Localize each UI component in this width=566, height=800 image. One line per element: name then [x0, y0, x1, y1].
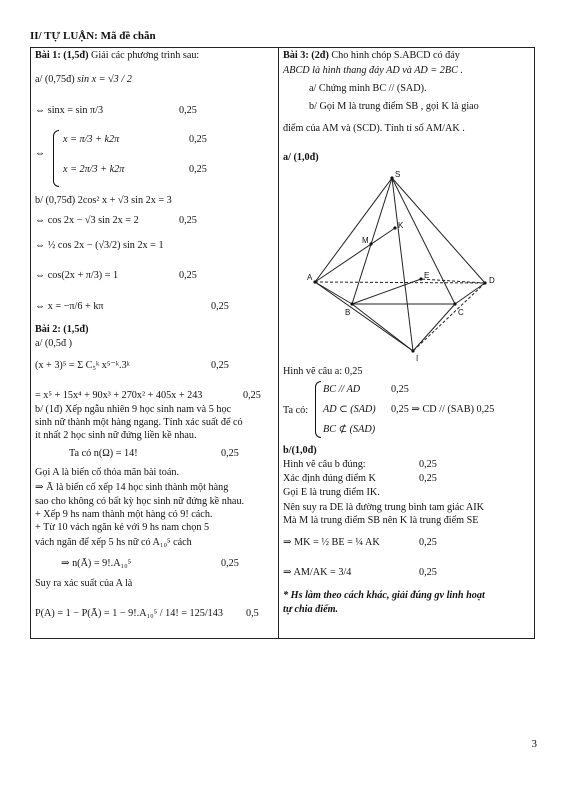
label-E: E: [424, 271, 430, 280]
b-step2: ⇔ ½ cos 2x − (√3/2) sin 2x = 1: [35, 240, 164, 251]
a-step1: ⇔ sinx = sin π/3: [35, 105, 104, 116]
b-step1-score: 0,25: [179, 215, 197, 226]
b-step4-score: 0,25: [211, 301, 229, 312]
b2-a-label: a/ (0,5đ ): [35, 338, 73, 349]
b2-g5: + Từ 10 vách ngăn kẻ với 9 hs nam chọn 5: [35, 522, 210, 533]
label-M: M: [362, 236, 369, 245]
b2-g1: Gọi A là biến cố thỏa mãn bài toán.: [35, 467, 180, 478]
label-S: S: [395, 170, 401, 179]
b2-probability: P(A) = 1 − P(Ā) = 1 − 9!.A₁₀⁵ / 14! = 125/143: [35, 608, 223, 619]
b2-p-score: 0,5: [246, 608, 259, 619]
hv-b-score: 0,25: [419, 459, 437, 470]
a-case2-score: 0,25: [189, 164, 207, 175]
sys2-score: 0,25 ⇒ CD // (SAB) 0,25: [391, 404, 495, 415]
b2-eq1: (x + 3)⁵ = Σ C₅ᵏ x⁵⁻ᵏ.3ᵏ: [35, 360, 130, 371]
section-title: II/ TỰ LUẬN: Mã đề chẵn: [30, 30, 156, 42]
b1-intro: Giải các phương trình sau:: [88, 50, 200, 61]
page-number: 3: [531, 738, 537, 750]
b2-b-p2: sinh nữ thành một hàng ngang. Tính xác suất để có: [35, 417, 243, 428]
tb1: Nên suy ra DE là đường trung bình tam giác AIK: [283, 502, 485, 513]
hv-b: Hình vẽ câu b đúng:: [283, 459, 366, 470]
a-case1-score: 0,25: [189, 134, 207, 145]
label-K: K: [398, 221, 404, 230]
b3-l2: ABCD là hình thang đáy AD và AD = 2BC .: [283, 65, 463, 76]
label-D: D: [489, 276, 495, 285]
a-case2: x = 2π/3 + k2π: [63, 164, 125, 175]
left-column: Bài 1: (1,5đ) Giải các phương trình sau: a/ (0,75đ) sin x = √3 / 2 ⇔ sinx = sin π/3 0,25 ⇔ x = π/3 + k2π 0,25 x = 2π/3 + k2π 0,25 b/ (0,75đ) 2cos² x + √3 sin 2x = 3 ⇔ cos 2x − √3 sin 2x = 2 0,25 ⇔ ½ cos 2x − (√3/2) sin 2x = 1 ⇔ cos(2x + π/3) = 1 0,25 ⇔ x = −π/6 + kπ 0,25 Bài 2: (1,5đ) a/ (0,5đ ) (x + 3)⁵ = Σ C₅ᵏ x⁵⁻ᵏ.3ᵏ 0,25 = x⁵ + 15x⁴ + 90x³ + 270x² + 405x + 243 0,25 b/ (1đ) Xếp ngẫu nhiên 9 học sinh nam và 5 học sinh nữ thành một hàng ngang. Tính xác suất để có ít nhất 2 học sinh nữ đứng liền kề nhau. Ta có n(Ω) = 14! 0,25 Gọi A là biến cố thỏa mãn bài toán. ⇒ Ā là biến cố xếp 14 học sinh thành một hàng sao cho không có bất kỳ học sinh nữ đứng kề nhau. + Xếp 9 hs nam thành một hàng có 9! cách. + Từ 10 vách ngăn kẻ với 9 hs nam chọn 5 vách ngăn để xếp 5 hs nữ có A₁₀⁵ cách ⇒ n(Ā) = 9!.A₁₀⁵ 0,25 Suy ra xác suất của A là P(A) = 1 − P(Ā) = 1 − 9!.A₁₀⁵ / 14! = 125/143 0,5: [35, 50, 261, 619]
sys1-score: 0,25: [391, 384, 409, 395]
b2-b-p1: b/ (1đ) Xếp ngẫu nhiên 9 học sinh nam và 5 học: [35, 404, 232, 415]
b2-eq2: = x⁵ + 15x⁴ + 90x³ + 270x² + 405x + 243: [35, 390, 203, 401]
hv-a: Hình vẽ câu a: 0,25: [283, 366, 363, 377]
ratio-score: 0,25: [419, 567, 437, 578]
answer-table: [30, 47, 535, 639]
label-B: B: [345, 308, 351, 317]
a-equation: sin x = √3 / 2: [77, 74, 132, 85]
k-score: 0,25: [419, 473, 437, 484]
b3-l5: điểm của AM và (SCD). Tính tỉ số AM/AK .: [283, 123, 465, 134]
b-line: b/ (0,75đ) 2cos² x + √3 sin 2x = 3: [35, 195, 172, 206]
system-brace: [315, 381, 321, 438]
b2-nA-score: 0,25: [221, 558, 239, 569]
b-head: b/(1,0đ): [283, 445, 317, 456]
right-column: [279, 48, 536, 638]
label-C: C: [458, 308, 464, 317]
b2-title: Bài 2: (1,5đ): [35, 324, 89, 335]
a-case1: x = π/3 + k2π: [63, 134, 120, 145]
b2-eq1-score: 0,25: [211, 360, 229, 371]
b3-title: Bài 3: (2đ): [283, 50, 329, 61]
label-I: I: [416, 354, 419, 362]
ratio: ⇒ AM/AK = 3/4: [283, 567, 352, 578]
b3-l1: Cho hình chóp S.ABCD có đáy: [328, 50, 460, 61]
b2-g3: sao cho không có bất kỳ học sinh nữ đứng kề nhau.: [35, 496, 245, 507]
sys2: AD ⊂ (SAD): [323, 404, 376, 415]
b3-l3: a/ Chứng minh BC // (SAD).: [309, 83, 427, 94]
b3-l4: b/ Gọi M là trung điểm SB , gọi K là giao: [309, 101, 479, 112]
b-step3: ⇔ cos(2x + π/3) = 1: [35, 270, 119, 281]
label-A: A: [307, 273, 313, 282]
b2-g2: ⇒ Ā là biến cố xếp 14 học sinh thành một hàng: [35, 482, 229, 493]
a-step1-score: 0,25: [179, 105, 197, 116]
tb2: Mà M là trung điểm SB nên K là trung điểm SE: [283, 515, 479, 526]
b2-nA: ⇒ n(Ā) = 9!.A₁₀⁵: [61, 558, 132, 569]
b2-p-intro: Suy ra xác suất của A là: [35, 578, 133, 589]
a-label: a/ (0,75đ): [35, 74, 75, 85]
note2: tự chia điểm.: [283, 604, 339, 615]
b-step1: ⇔ cos 2x − √3 sin 2x = 2: [35, 215, 139, 226]
b2-g4: + Xếp 9 hs nam thành một hàng có 9! cách.: [35, 509, 213, 520]
taco: Ta có:: [283, 405, 309, 416]
e-line: Gọi E là trung điểm IK.: [283, 487, 380, 498]
b-step3-score: 0,25: [179, 270, 197, 281]
mk-score: 0,25: [419, 537, 437, 548]
case-brace: [53, 130, 59, 187]
mk: ⇒ MK = ½ BE = ¼ AK: [283, 537, 380, 548]
b2-g6: vách ngăn để xếp 5 hs nữ có A₁₀⁵ cách: [35, 537, 192, 548]
sys3: BC ⊄ (SAD): [323, 424, 376, 435]
b2-eq2-score: 0,25: [243, 390, 261, 401]
a-head: a/ (1,0đ): [283, 152, 319, 163]
sys1: BC // AD: [323, 384, 361, 395]
k-line: Xác định đúng điểm K: [283, 473, 376, 484]
note1: * Hs làm theo cách khác, giải đúng gv linh hoạt: [283, 590, 485, 601]
b2-omega-score: 0,25: [221, 448, 239, 459]
b2-omega: Ta có n(Ω) = 14!: [69, 448, 138, 459]
b1-title: Bài 1: (1,5đ): [35, 50, 89, 61]
b-step4: ⇔ x = −π/6 + kπ: [35, 301, 104, 312]
b2-b-p3: ít nhất 2 học sinh nữ đứng liền kề nhau.: [35, 430, 197, 441]
pyramid-figure: [285, 166, 530, 362]
